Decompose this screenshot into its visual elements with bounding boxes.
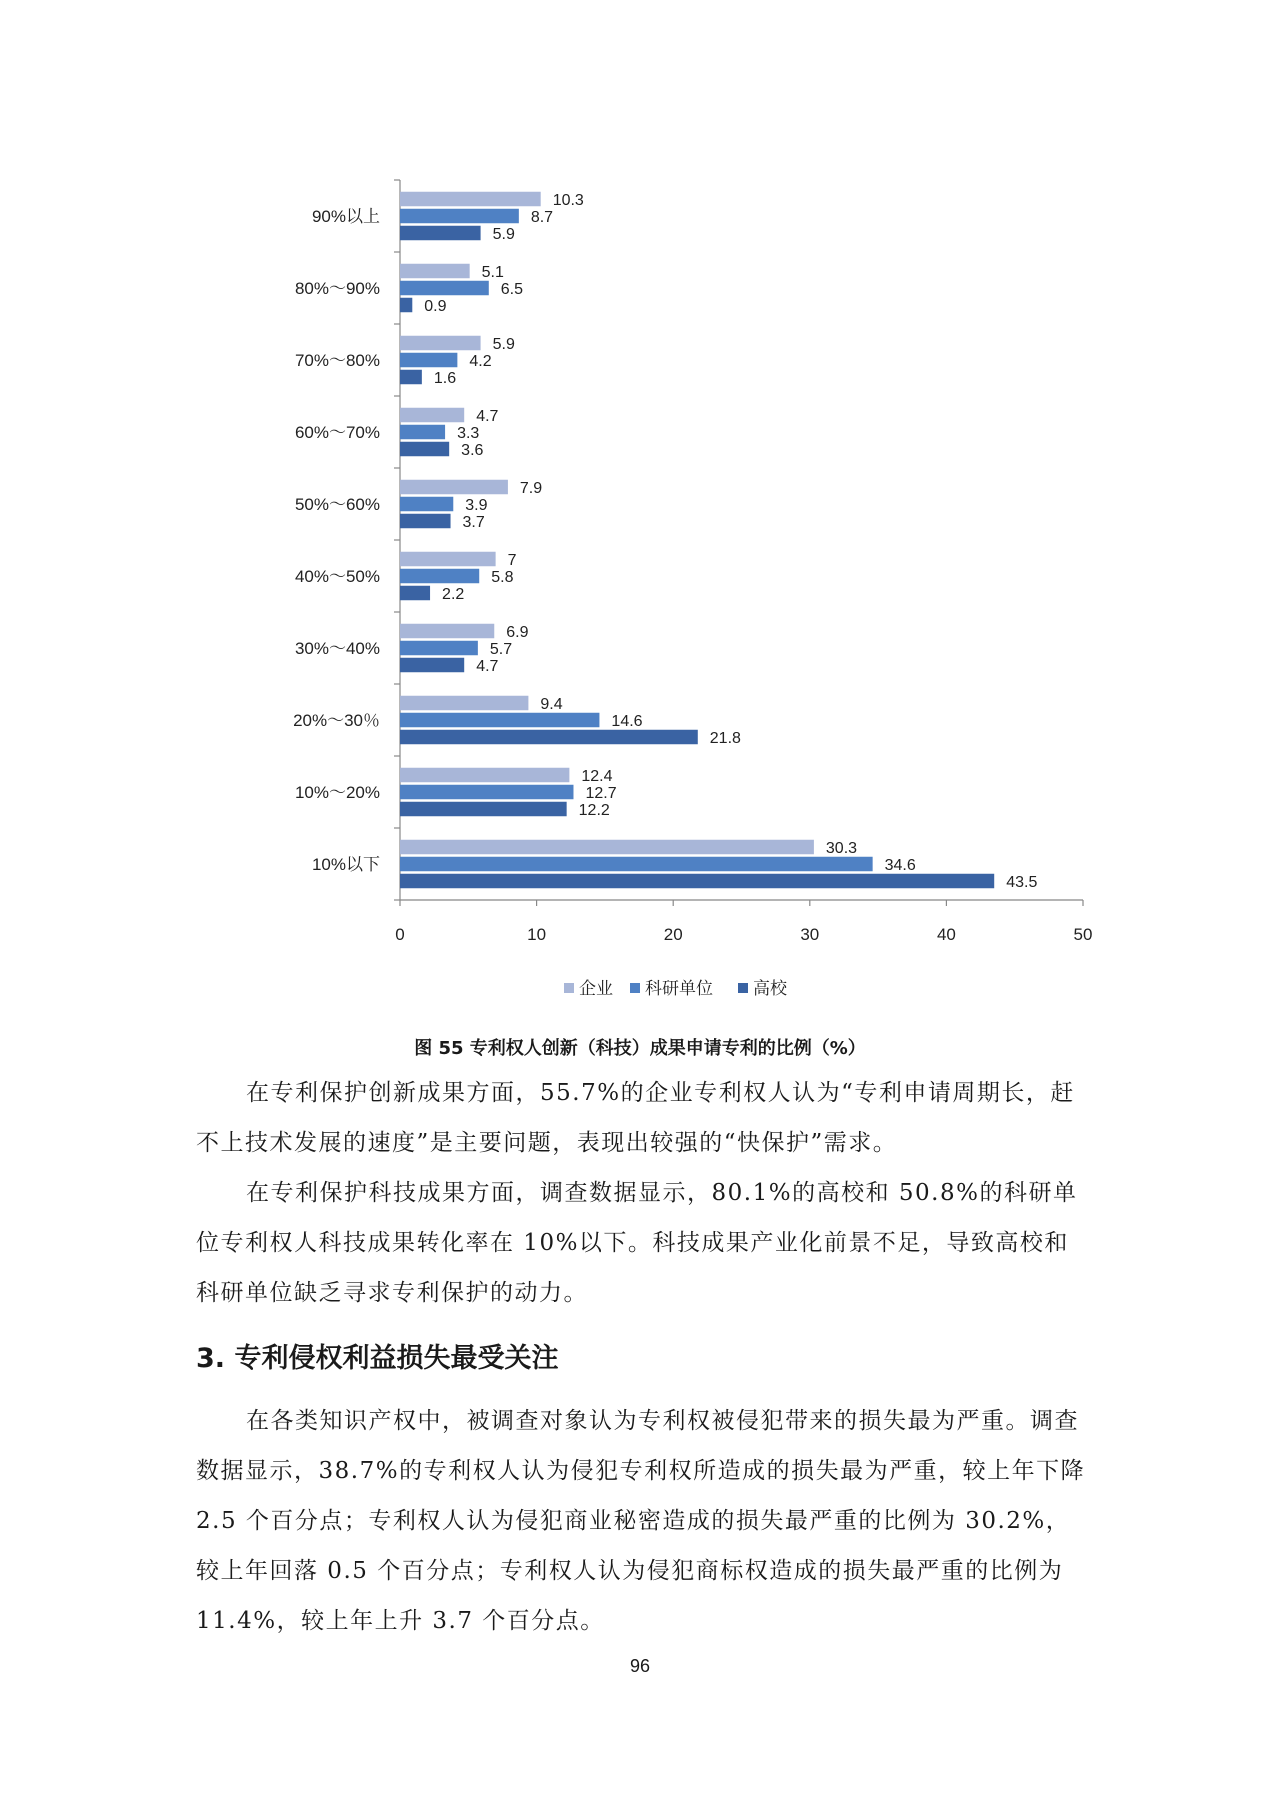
category-label: 70%～80% bbox=[294, 351, 380, 370]
data-label: 4.7 bbox=[476, 658, 499, 675]
bar bbox=[400, 442, 449, 457]
x-tick-label: 50 bbox=[1073, 925, 1093, 944]
bar bbox=[400, 209, 519, 224]
bar bbox=[400, 730, 698, 745]
category-label: 50%～60% bbox=[294, 495, 380, 514]
category-label: 10%以下 bbox=[311, 855, 380, 874]
x-tick-label: 20 bbox=[663, 925, 683, 944]
data-label: 3.9 bbox=[465, 497, 488, 514]
bar bbox=[400, 480, 508, 495]
bar bbox=[400, 658, 464, 673]
data-label: 10.3 bbox=[552, 192, 584, 209]
data-label: 43.5 bbox=[1006, 874, 1038, 891]
bar bbox=[400, 408, 464, 423]
category-labels bbox=[293, 207, 380, 874]
legend-swatch bbox=[738, 983, 748, 993]
category-label: 20%～30％ bbox=[293, 711, 380, 730]
data-label: 21.8 bbox=[709, 730, 741, 747]
bar bbox=[400, 514, 451, 529]
legend-label: 高校 bbox=[753, 979, 787, 999]
bar bbox=[400, 874, 994, 889]
bar bbox=[400, 264, 470, 279]
chart-bars bbox=[400, 192, 1037, 891]
data-label: 5.9 bbox=[492, 226, 515, 243]
bar bbox=[400, 857, 873, 872]
paragraph-innovation-text: 在专利保护创新成果方面，55.7%的企业专利权人认为“专利申请周期长，赶不上技术发展的速度”是主要问题，表现出较强的“快保护”需求。 bbox=[196, 1080, 1075, 1156]
bar bbox=[400, 552, 496, 567]
data-label: 5.8 bbox=[491, 569, 514, 586]
data-label: 2.2 bbox=[442, 586, 465, 603]
data-label: 9.4 bbox=[540, 696, 563, 713]
data-label: 5.7 bbox=[489, 641, 513, 658]
bar bbox=[400, 785, 573, 800]
data-label: 3.7 bbox=[462, 514, 485, 531]
bar bbox=[400, 192, 541, 207]
bar bbox=[400, 586, 430, 601]
category-label: 90%以上 bbox=[311, 207, 380, 226]
page-number: 96 bbox=[629, 1656, 651, 1676]
bar bbox=[400, 425, 445, 440]
data-label: 8.7 bbox=[530, 209, 554, 226]
x-tick-labels bbox=[395, 925, 1092, 944]
data-label: 3.6 bbox=[461, 442, 484, 459]
x-tick-label: 10 bbox=[527, 925, 547, 944]
bar bbox=[400, 768, 569, 783]
data-label: 6.5 bbox=[500, 281, 524, 298]
legend-swatch bbox=[564, 983, 574, 993]
bar bbox=[400, 226, 481, 241]
paragraph-tech-results bbox=[196, 1168, 1092, 1318]
data-label: 0.9 bbox=[424, 298, 447, 315]
bar bbox=[400, 802, 567, 817]
bar bbox=[400, 696, 528, 711]
bar bbox=[400, 336, 481, 351]
bar bbox=[400, 370, 422, 385]
data-label: 6.9 bbox=[506, 624, 529, 641]
bar bbox=[400, 641, 478, 656]
paragraph-innovation bbox=[196, 1068, 1092, 1168]
x-tick-label: 0 bbox=[395, 925, 405, 944]
bar bbox=[400, 497, 453, 512]
bar bbox=[400, 624, 494, 639]
paragraph-infringement bbox=[196, 1396, 1092, 1646]
category-label: 80%～90% bbox=[294, 279, 380, 298]
data-label: 5.9 bbox=[492, 336, 515, 353]
legend-label: 科研单位 bbox=[645, 979, 713, 999]
data-label: 3.3 bbox=[457, 425, 480, 442]
data-label: 7 bbox=[507, 552, 517, 569]
legend-swatch bbox=[630, 983, 640, 993]
paragraph-tech-results-text: 在专利保护科技成果方面，调查数据显示，80.1%的高校和 50.8%的科研单位专利权人科技成果转化率在 10%以下。科技成果产业化前景不足，导致高校和科研单位缺乏寻求专利保护的动力。 bbox=[196, 1180, 1078, 1306]
figure-caption: 图 55 专利权人创新（科技）成果申请专利的比例（%） bbox=[414, 1038, 866, 1059]
category-label: 30%～40% bbox=[294, 639, 380, 658]
category-label: 40%～50% bbox=[294, 567, 380, 586]
data-label: 7.9 bbox=[519, 480, 543, 497]
data-label: 34.6 bbox=[884, 857, 916, 874]
bar bbox=[400, 569, 479, 584]
bar bbox=[400, 298, 412, 313]
legend-label: 企业 bbox=[579, 979, 613, 999]
chart-legend bbox=[564, 979, 788, 999]
data-label: 30.3 bbox=[825, 840, 858, 857]
bar bbox=[400, 281, 489, 296]
bar bbox=[400, 353, 457, 368]
category-label: 10%～20% bbox=[294, 783, 380, 802]
data-label: 4.7 bbox=[476, 408, 499, 425]
bar bbox=[400, 713, 599, 728]
data-label: 12.2 bbox=[578, 802, 610, 819]
category-label: 60%～70% bbox=[294, 423, 380, 442]
x-tick-label: 40 bbox=[936, 925, 956, 944]
paragraph-infringement-text: 在各类知识产权中，被调查对象认为专利权被侵犯带来的损失最为严重。调查数据显示，38.7%的专利权人认为侵犯专利权所造成的损失最为严重，较上年下降 2.5 个百分点；专利权人认为侵犯商业秘密造成的损失最严重的比例为 30.2%，较上年回落 0.5 个百分点；专利权人认为侵犯商标权造成的损失最严重的比例为 11.4%，较上年上升 3.7 个百分点。 bbox=[196, 1408, 1086, 1634]
data-label: 1.6 bbox=[433, 370, 457, 387]
data-label: 12.7 bbox=[585, 785, 617, 802]
data-label: 12.4 bbox=[581, 768, 613, 785]
data-label: 4.2 bbox=[469, 353, 492, 370]
x-tick-label: 30 bbox=[800, 925, 820, 944]
data-label: 5.1 bbox=[481, 264, 504, 281]
bar bbox=[400, 840, 814, 855]
data-label: 14.6 bbox=[611, 713, 643, 730]
section-heading: 3. 专利侵权利益损失最受关注 bbox=[196, 1343, 559, 1374]
